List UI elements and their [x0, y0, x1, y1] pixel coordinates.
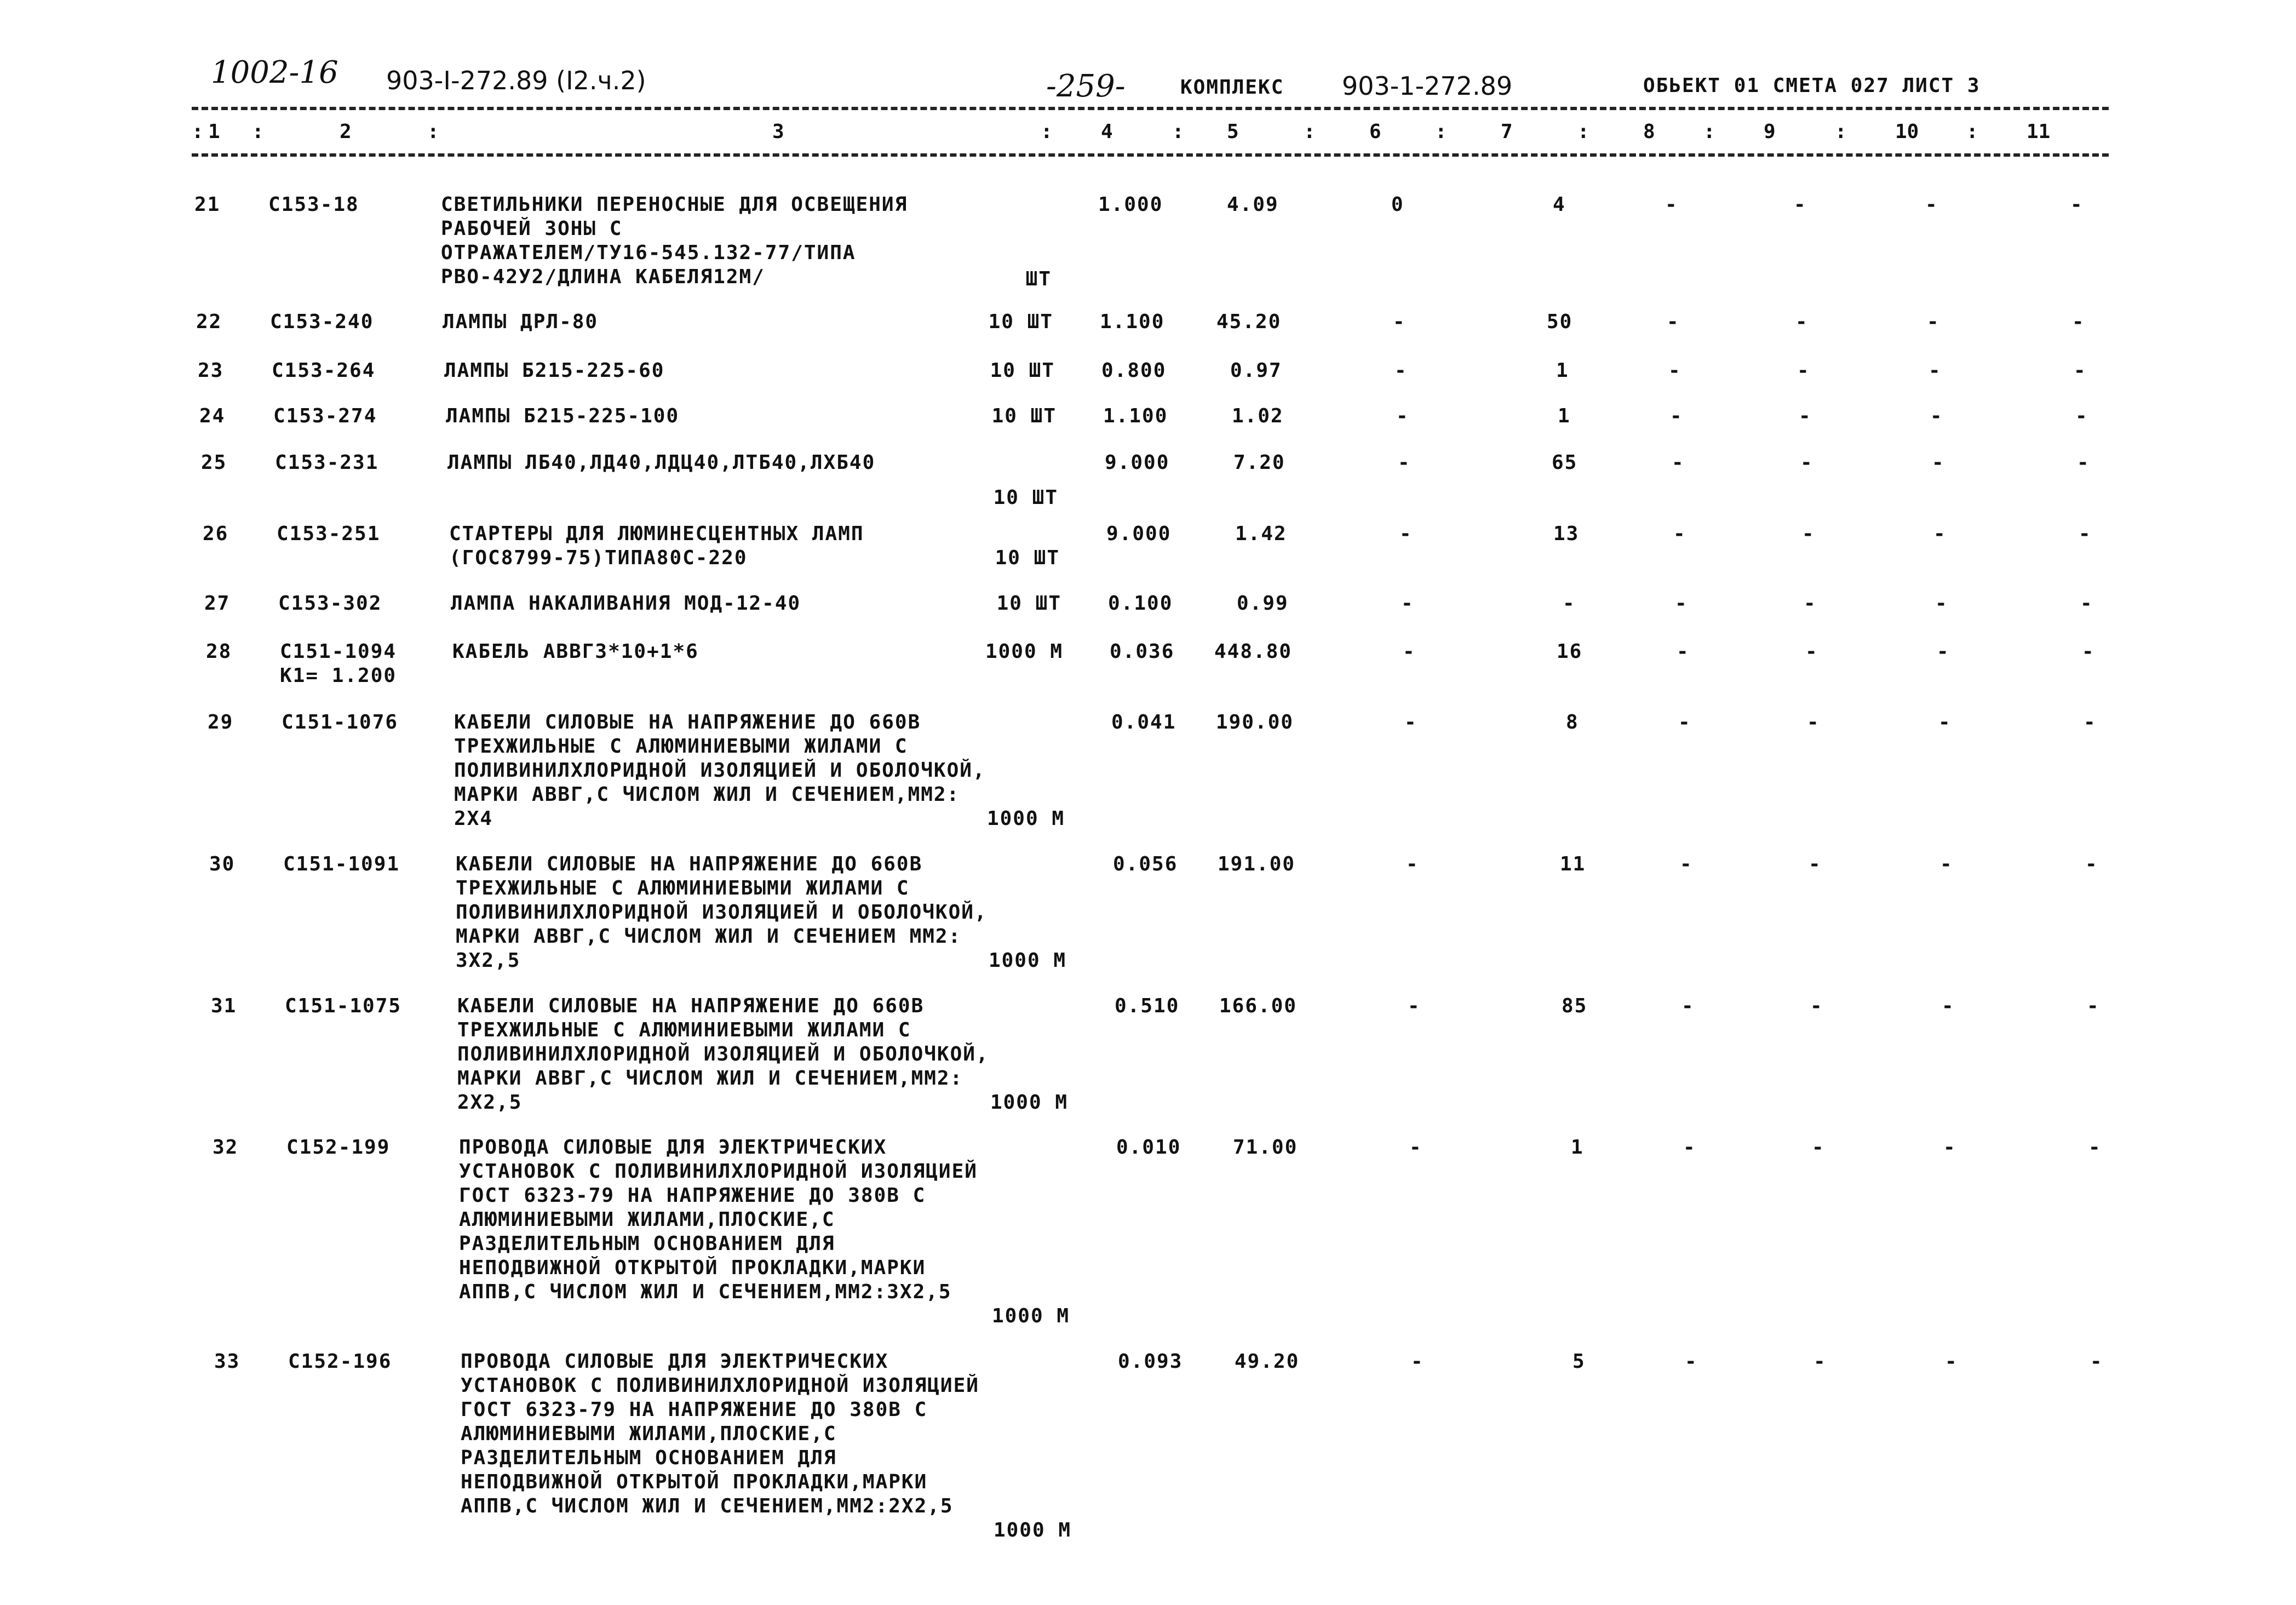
row-col6: - [1408, 995, 1421, 1017]
row-col9: - [1809, 853, 1822, 875]
row-description: ЛАМПА НАКАЛИВАНИЯ МОД-12-40 [451, 592, 801, 615]
row-col5: 7.20 [1233, 451, 1285, 474]
row-number: 32 [213, 1136, 239, 1159]
row-col8: - [1675, 592, 1688, 615]
row-col11: - [2077, 451, 2090, 474]
row-number: 33 [214, 1350, 240, 1373]
row-col11: - [2083, 711, 2097, 733]
row-unit: ШТ [1025, 268, 1052, 290]
column-header-5: 5 [1227, 121, 1239, 143]
row-col6: - [1406, 853, 1419, 875]
top-rule [192, 107, 2109, 110]
row-col4: 1.000 [1098, 193, 1163, 216]
row-col9: - [1805, 640, 1818, 663]
row-col9: - [1800, 451, 1813, 474]
row-col8: - [1680, 853, 1693, 875]
row-col8: - [1677, 640, 1690, 663]
document-reference: 903-I-272.89 (I2.ч.2) [386, 66, 646, 95]
row-col8: - [1672, 451, 1685, 474]
object-info: ОБЬЕКТ 01 СМЕТА 027 ЛИСТ 3 [1643, 74, 1981, 97]
row-col6: - [1401, 592, 1414, 615]
column-header-2: 2 [340, 121, 352, 143]
row-col11: - [2087, 995, 2100, 1017]
row-unit: 1000 М [986, 807, 1065, 830]
row-description: КАБЕЛИ СИЛОВЫЕ НА НАПРЯЖЕНИЕ ДО 660В ТРЕХЖИЛЬНЫЕ С АЛЮМИНИЕВЫМИ ЖИЛАМИ С ПОЛИВИНИЛХЛОРИДНОЙ ИЗОЛЯЦИЕЙ И ОБОЛОЧКОЙ, МАРКИ АВВГ,С ЧИСЛОМ ЖИЛ И СЕЧЕНИЕМ ММ2: 3Х2,5 [456, 853, 988, 972]
row-col4: 0.510 [1115, 995, 1180, 1017]
row-col7: 1 [1556, 359, 1569, 382]
column-separator: : [1577, 121, 1589, 143]
row-col6: - [1411, 1350, 1424, 1373]
row-col7: 65 [1552, 451, 1578, 474]
row-col8: - [1670, 405, 1683, 427]
row-description: ЛАМПЫ ЛБ40,ЛД40,ЛДЦ40,ЛТБ40,ЛХБ40 [447, 451, 876, 474]
row-number: 28 [206, 640, 232, 663]
row-col7: 11 [1560, 853, 1586, 875]
row-code: С151-1075 [285, 995, 402, 1017]
row-col7: 50 [1547, 311, 1573, 333]
row-col4: 0.036 [1110, 640, 1175, 663]
row-col9: - [1812, 1136, 1825, 1159]
row-col9: - [1802, 523, 1815, 545]
row-col6: - [1394, 359, 1408, 382]
row-col11: - [2070, 193, 2083, 216]
row-col7: 8 [1566, 711, 1579, 733]
column-header-11: 11 [2027, 121, 2051, 143]
column-separator: : [192, 121, 204, 143]
row-col8: - [1667, 311, 1680, 333]
row-col7: - [1563, 592, 1576, 615]
row-col4: 1.100 [1100, 311, 1165, 333]
row-col8: - [1683, 1136, 1696, 1159]
row-col5: 49.20 [1235, 1350, 1300, 1373]
row-description: ЛАМПЫ ДРЛ-80 [443, 311, 599, 333]
row-col6: - [1393, 311, 1406, 333]
row-col6: - [1396, 405, 1409, 427]
row-number: 30 [209, 853, 236, 875]
row-col11: - [2080, 592, 2093, 615]
row-col10: - [1942, 995, 1955, 1017]
row-unit: 10 ШТ [991, 405, 1057, 427]
row-col6: 0 [1391, 193, 1404, 216]
column-separator: : [1435, 121, 1447, 143]
row-number: 22 [196, 311, 222, 333]
column-separator: : [1172, 121, 1184, 143]
row-description: КАБЕЛЬ АВВГ3*10+1*6 [452, 640, 699, 663]
row-col5: 1.02 [1232, 405, 1284, 427]
row-col8: - [1668, 359, 1681, 382]
row-col4: 0.056 [1113, 853, 1178, 875]
row-description: ПРОВОДА СИЛОВЫЕ ДЛЯ ЭЛЕКТРИЧЕСКИХ УСТАНОВОК С ПОЛИВИНИЛХЛОРИДНОЙ ИЗОЛЯЦИЕЙ ГОСТ 6323-79 НА НАПРЯЖЕНИЕ ДО 380В С АЛЮМИНИЕВЫМИ ЖИЛАМИ,ПЛОСКИЕ,С РАЗДЕЛИТЕЛЬНЫМ ОСНОВАНИЕМ ДЛЯ НЕПОДВИЖНОЙ ОТКРЫТОЙ ПРОКЛАДКИ,МАРКИ АППВ,С ЧИСЛОМ ЖИЛ И СЕЧЕНИЕМ,ММ2:2Х2,5 [461, 1350, 979, 1517]
row-number: 24 [199, 405, 226, 427]
row-col5: 0.97 [1230, 359, 1282, 382]
row-coefficient: К1= 1.200 [280, 664, 397, 687]
row-col10: - [1935, 592, 1948, 615]
column-separator: : [252, 121, 264, 143]
row-col11: - [2088, 1136, 2102, 1159]
row-col7: 13 [1553, 523, 1580, 545]
row-description: ЛАМПЫ Б215-225-60 [444, 359, 665, 382]
row-unit: 1000 М [988, 949, 1066, 972]
column-separator: : [1703, 121, 1715, 143]
row-col5: 71.00 [1233, 1136, 1298, 1159]
row-code: С151-1094 [280, 640, 397, 663]
row-col4: 0.010 [1116, 1136, 1181, 1159]
row-col10: - [1930, 405, 1943, 427]
row-col6: - [1403, 640, 1416, 663]
complex-code: 903-1-272.89 [1342, 71, 1513, 101]
column-header-10: 10 [1895, 121, 1919, 143]
row-code: С153-240 [270, 311, 374, 333]
row-description: СВЕТИЛЬНИКИ ПЕРЕНОСНЫЕ ДЛЯ ОСВЕЩЕНИЯ РАБОЧЕЙ ЗОНЫ С ОТРАЖАТЕЛЕМ/ТУ16-545.132-77/ТИПА РВО-42У2/ДЛИНА КАБЕЛЯ12М/ [441, 193, 908, 288]
column-separator: : [1041, 121, 1053, 143]
column-header-1: 1 [208, 121, 220, 143]
row-col8: - [1678, 711, 1691, 733]
row-description: КАБЕЛИ СИЛОВЫЕ НА НАПРЯЖЕНИЕ ДО 660В ТРЕХЖИЛЬНЫЕ С АЛЮМИНИЕВЫМИ ЖИЛАМИ С ПОЛИВИНИЛХЛОРИДНОЙ ИЗОЛЯЦИЕЙ И ОБОЛОЧКОЙ, МАРКИ АВВГ,С ЧИСЛОМ ЖИЛ И СЕЧЕНИЕМ,ММ2: 2Х4 [454, 711, 986, 830]
row-number: 29 [208, 711, 234, 733]
sheet-code: 1002-16 [211, 55, 338, 90]
row-col5: 1.42 [1235, 523, 1287, 545]
row-col5: 45.20 [1216, 311, 1282, 333]
row-col4: 0.100 [1108, 592, 1173, 615]
column-header-9: 9 [1764, 121, 1776, 143]
page-number: -259- [1046, 68, 1126, 104]
row-col7: 85 [1562, 995, 1588, 1017]
row-col10: - [1933, 523, 1947, 545]
row-code: С153-264 [272, 359, 376, 382]
row-number: 25 [201, 451, 227, 474]
row-col5: 0.99 [1237, 592, 1289, 615]
row-col8: - [1665, 193, 1678, 216]
row-code: С153-251 [277, 523, 381, 545]
row-col7: 1 [1558, 405, 1571, 427]
row-col5: 190.00 [1216, 711, 1294, 733]
row-col4: 9.000 [1106, 523, 1172, 545]
row-col4: 9.000 [1105, 451, 1170, 474]
row-code: С151-1076 [282, 711, 399, 733]
row-col10: - [1940, 853, 1953, 875]
row-col10: - [1928, 359, 1942, 382]
row-col10: - [1938, 711, 1951, 733]
row-col5: 191.00 [1218, 853, 1296, 875]
row-col4: 0.041 [1111, 711, 1176, 733]
row-col9: - [1810, 995, 1823, 1017]
row-col11: - [2090, 1350, 2103, 1373]
row-col7: 16 [1557, 640, 1583, 663]
row-col9: - [1794, 193, 1807, 216]
row-unit: 10 ШТ [993, 486, 1058, 509]
column-header-3: 3 [772, 121, 784, 143]
row-unit: 1000 М [991, 1305, 1070, 1327]
row-col4: 1.100 [1103, 405, 1168, 427]
row-col7: 1 [1571, 1136, 1584, 1159]
row-unit: 1000 М [993, 1519, 1071, 1541]
row-unit: 10 ШТ [995, 547, 1060, 569]
row-number: 27 [204, 592, 231, 615]
column-header-8: 8 [1643, 121, 1655, 143]
row-col6: - [1404, 711, 1417, 733]
row-col11: - [2079, 523, 2092, 545]
row-code: С152-196 [288, 1350, 392, 1373]
row-col10: - [1932, 451, 1945, 474]
column-header-4: 4 [1101, 121, 1113, 143]
row-col6: - [1399, 523, 1413, 545]
row-col6: - [1409, 1136, 1422, 1159]
row-code: С153-274 [273, 405, 377, 427]
row-col9: - [1797, 359, 1810, 382]
row-code: С151-1091 [283, 853, 400, 875]
row-col10: - [1937, 640, 1950, 663]
column-header-7: 7 [1501, 121, 1513, 143]
row-number: 23 [198, 359, 224, 382]
row-col10: - [1927, 311, 1940, 333]
column-separator: : [1304, 121, 1316, 143]
header-bottom-rule [192, 153, 2109, 157]
row-code: С153-18 [268, 193, 359, 216]
column-separator: : [1966, 121, 1978, 143]
column-separator: : [427, 121, 439, 143]
row-code: С153-302 [278, 592, 382, 615]
row-number: 26 [203, 523, 229, 545]
row-col10: - [1945, 1350, 1958, 1373]
row-description: СТАРТЕРЫ ДЛЯ ЛЮМИНЕСЦЕНТНЫХ ЛАМП (ГОС8799-75)ТИПА80С-220 [449, 523, 864, 569]
row-number: 31 [211, 995, 237, 1017]
complex-label: КОМПЛЕКС [1180, 76, 1284, 99]
row-unit: 10 ШТ [988, 311, 1053, 333]
row-description: ПРОВОДА СИЛОВЫЕ ДЛЯ ЭЛЕКТРИЧЕСКИХ УСТАНОВОК С ПОЛИВИНИЛХЛОРИДНОЙ ИЗОЛЯЦИЕЙ ГОСТ 6323-79 НА НАПРЯЖЕНИЕ ДО 380В С АЛЮМИНИЕВЫМИ ЖИЛАМИ,ПЛОСКИЕ,С РАЗДЕЛИТЕЛЬНЫМ ОСНОВАНИЕМ ДЛЯ НЕПОДВИЖНОЙ ОТКРЫТОЙ ПРОКЛАДКИ,МАРКИ АППВ,С ЧИСЛОМ ЖИЛ И СЕЧЕНИЕМ,ММ2:3Х2,5 [459, 1136, 978, 1303]
row-col5: 448.80 [1214, 640, 1293, 663]
row-description: ЛАМПЫ Б215-225-100 [446, 405, 680, 427]
row-unit: 10 ШТ [990, 359, 1055, 382]
row-col4: 0.093 [1118, 1350, 1183, 1373]
row-unit: 10 ШТ [996, 592, 1061, 615]
row-col8: - [1673, 523, 1686, 545]
row-code: С153-231 [275, 451, 379, 474]
row-description: КАБЕЛИ СИЛОВЫЕ НА НАПРЯЖЕНИЕ ДО 660В ТРЕХЖИЛЬНЫЕ С АЛЮМИНИЕВЫМИ ЖИЛАМИ С ПОЛИВИНИЛХЛОРИДНОЙ ИЗОЛЯЦИЕЙ И ОБОЛОЧКОЙ, МАРКИ АВВГ,С ЧИСЛОМ ЖИЛ И СЕЧЕНИЕМ,ММ2: 2Х2,5 [457, 995, 989, 1114]
row-col5: 4.09 [1227, 193, 1279, 216]
row-col9: - [1807, 711, 1820, 733]
row-col11: - [2085, 853, 2098, 875]
row-col7: 4 [1553, 193, 1566, 216]
column-header-6: 6 [1369, 121, 1381, 143]
row-col9: - [1795, 311, 1809, 333]
row-col11: - [2075, 405, 2088, 427]
row-unit: 1000 М [985, 640, 1063, 663]
row-col6: - [1398, 451, 1411, 474]
row-code: С152-199 [286, 1136, 391, 1159]
row-col11: - [2082, 640, 2095, 663]
row-col7: 5 [1572, 1350, 1586, 1373]
row-col9: - [1813, 1350, 1827, 1373]
column-separator: : [1835, 121, 1847, 143]
row-col9: - [1799, 405, 1812, 427]
row-col9: - [1804, 592, 1817, 615]
row-col8: - [1681, 995, 1695, 1017]
row-col11: - [2072, 311, 2085, 333]
row-col10: - [1943, 1136, 1956, 1159]
row-col4: 0.800 [1101, 359, 1167, 382]
row-col11: - [2074, 359, 2087, 382]
row-unit: 1000 М [990, 1091, 1068, 1114]
row-col5: 166.00 [1219, 995, 1298, 1017]
row-col8: - [1685, 1350, 1698, 1373]
row-number: 21 [194, 193, 221, 216]
row-col10: - [1925, 193, 1938, 216]
